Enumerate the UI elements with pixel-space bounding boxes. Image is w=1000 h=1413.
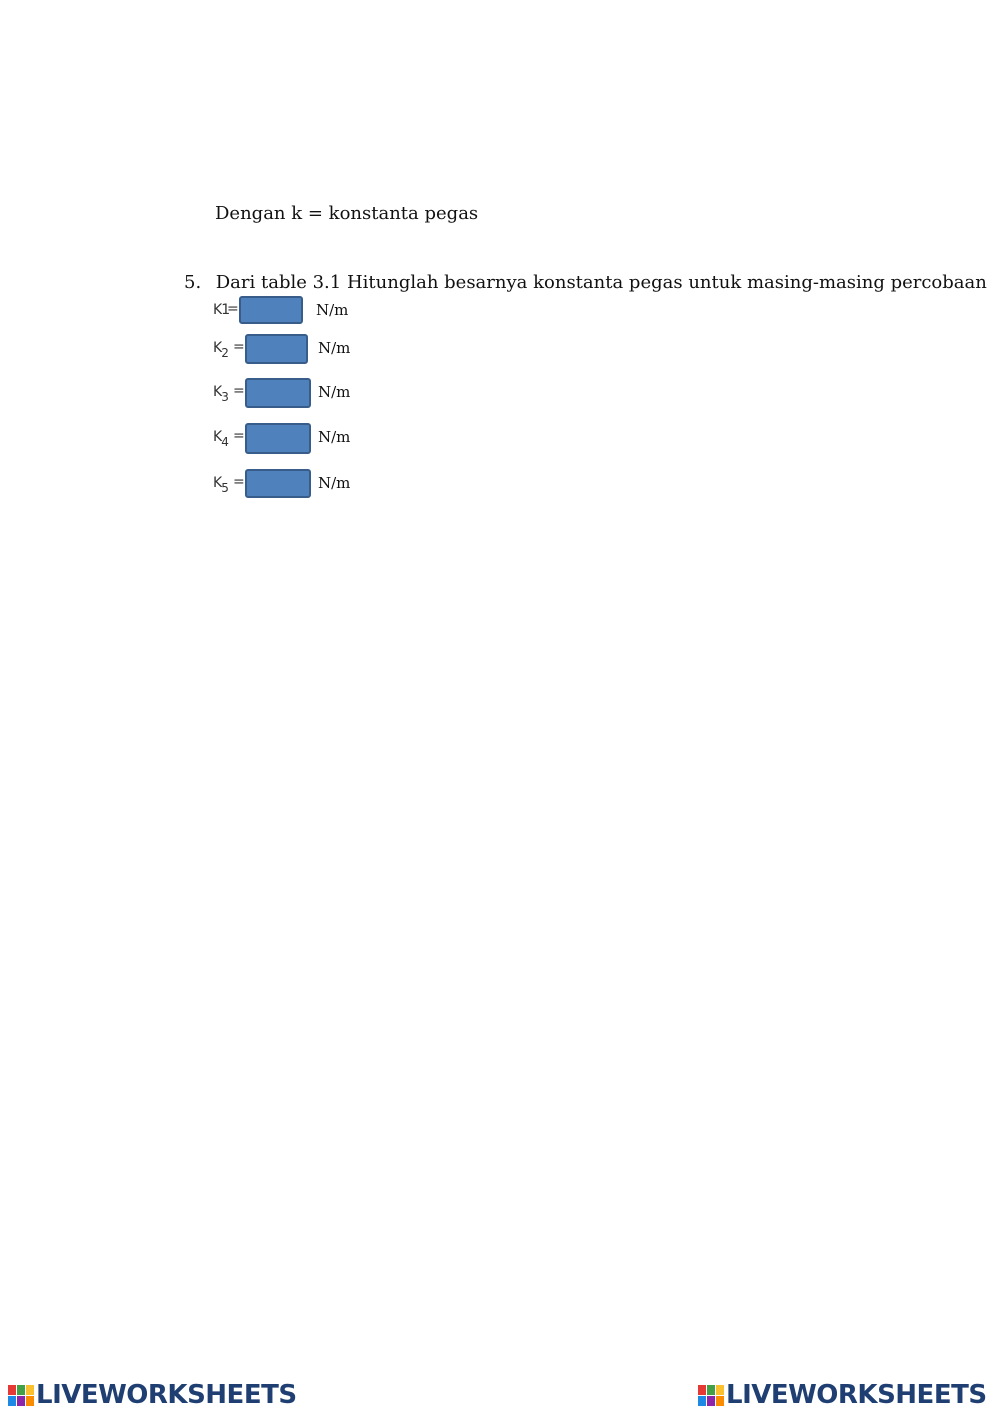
- logo-square: [716, 1396, 724, 1406]
- intro-text: Dengan k = konstanta pegas: [215, 203, 479, 224]
- logo-square: [8, 1396, 16, 1406]
- logo-square: [716, 1385, 724, 1395]
- logo-square: [26, 1396, 34, 1406]
- k5-unit: N/m: [318, 474, 351, 492]
- equals-sign: =: [227, 301, 239, 317]
- question-5: [184, 272, 987, 293]
- logo-square: [707, 1396, 715, 1406]
- k1-label: K1: [213, 302, 230, 318]
- question-text: Dari table 3.1 Hitunglah besarnya konstanta pegas untuk masing-masing percobaan: [215, 272, 987, 293]
- k5-label: $K_5$: [213, 475, 228, 495]
- k2-unit: N/m: [318, 339, 351, 357]
- logo-square: [26, 1385, 34, 1395]
- liveworksheets-logo-icon: [698, 1385, 724, 1406]
- question-number: 5.: [184, 272, 202, 293]
- equals-sign: =: [233, 383, 245, 399]
- logo-square: [698, 1385, 706, 1395]
- footer-brand-right: [698, 1380, 987, 1410]
- liveworksheets-logo-icon: [8, 1385, 34, 1406]
- k2-answer-input[interactable]: [245, 334, 308, 364]
- logo-square: [698, 1396, 706, 1406]
- k2-label: $K_2$: [213, 340, 228, 360]
- k4-answer-input[interactable]: [245, 423, 311, 454]
- k1-unit: N/m: [316, 301, 349, 319]
- equals-sign: =: [233, 339, 245, 355]
- k5-answer-input[interactable]: [245, 469, 311, 498]
- logo-square: [17, 1385, 25, 1395]
- logo-square: [707, 1385, 715, 1395]
- equals-sign: =: [233, 428, 245, 444]
- brand-name: LIVEWORKSHEETS: [36, 1380, 297, 1410]
- k3-label: $K_3$: [213, 384, 228, 404]
- k4-label: $K_4$: [213, 429, 228, 449]
- footer-brand-left: [8, 1380, 297, 1410]
- logo-square: [8, 1385, 16, 1395]
- k4-unit: N/m: [318, 428, 351, 446]
- equals-sign: =: [233, 474, 245, 490]
- brand-name: LIVEWORKSHEETS: [726, 1380, 987, 1410]
- k3-unit: N/m: [318, 383, 351, 401]
- logo-square: [17, 1396, 25, 1406]
- k1-answer-input[interactable]: [239, 296, 303, 324]
- k3-answer-input[interactable]: [245, 378, 311, 408]
